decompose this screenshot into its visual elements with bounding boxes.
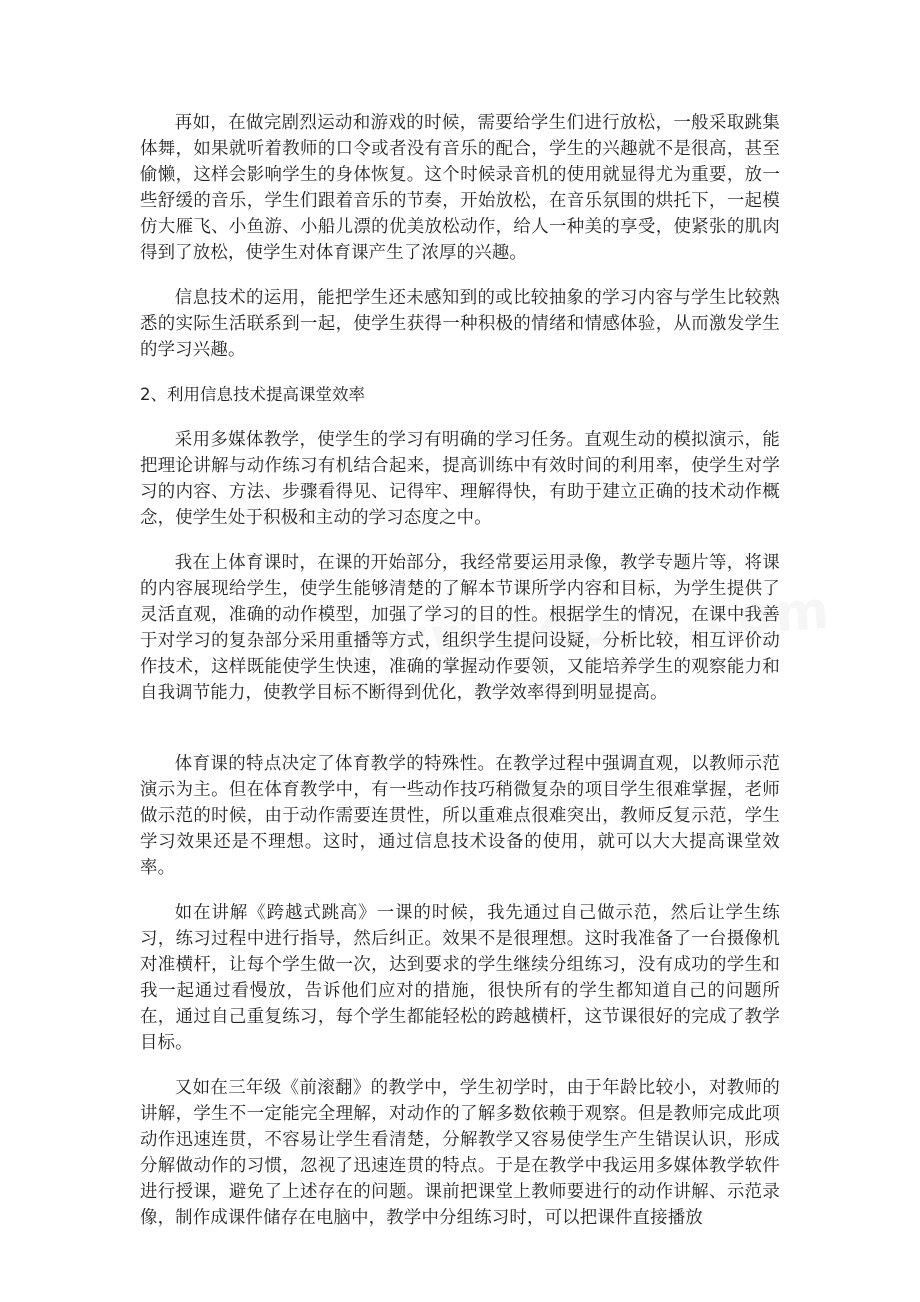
paragraph-high-jump-example: 如在讲解《跨越式跳高》一课的时候，我先通过自己做示范，然后让学生练习，练习过程中进行指导，然后纠正。效果不是很理想。这时我准备了一台摄像机对准横杆，让每个学生做一次，达到要求的学生继续分组练习，没有成功的学生和我一起通过看慢放，告诉他们应对的措施，很快所有的学生都知道自己的问题所在，通过自己重复练习，每个学生都能轻松的跨越横杆，这节课很好的完成了教学目标。 bbox=[140, 903, 780, 1053]
paragraph-pe-characteristics: 体育课的特点决定了体育教学的特殊性。在教学过程中强调直观，以教师示范演示为主。但在体育教学中，有一些动作技巧稍微复杂的项目学生很难掌握，老师做示范的时候，由于动作需要连贯性，所以重难点很难突出，教师反复示范，学生学习效果还是不理想。这时，通过信息技术设备的使用，就可以大大提高课堂效率。 bbox=[140, 754, 780, 878]
section-heading: 2、利用信息技术提高课堂效率 bbox=[140, 385, 365, 404]
blank-line bbox=[140, 725, 780, 751]
paragraph-multimedia-teaching: 采用多媒体教学，使学生的学习有明确的学习任务。直观生动的模拟演示，能把理论讲解与动作练习有机结合起来，提高训练中有效时间的利用率，使学生对学习的内容、方法、步骤看得见、记得牢、理解得快，有助于建立正确的技术动作概念，使学生处于积极和主动的学习态度之中。 bbox=[140, 430, 780, 528]
paragraph-forward-roll-example: 又如在三年级《前滚翻》的教学中，学生初学时，由于年龄比较小，对教师的讲解，学生不一定能完全理解，对动作的了解多数依赖于观察。但是教师完成此项动作迅速连贯，不容易让学生看清楚，分解教学又容易使学生产生错误认识，形成分解做动作的习惯，忽视了迅速连贯的特点。于是在教学中我运用多媒体教学软件进行授课，避免了上述存在的问题。课前把课堂上教师要进行的动作讲解、示范录像，制作成课件储存在电脑中，教学中分组练习时，可以把课件直接播放 bbox=[140, 1078, 780, 1228]
paragraph-video-usage: 我在上体育课时，在课的开始部分，我经常要运用录像，教学专题片等，将课的内容展现给学生，使学生能够清楚的了解本节课所学内容和目标，为学生提供了灵活直观，准确的动作模型，加强了学习的目的性。根据学生的情况，在课中我善于对学习的复杂部分采用重播等方式，组织学生提问设疑，分析比较，相互评价动作技术，这样既能使学生快速，准确的掌握动作要领，又能培养学生的观察能力和自我调节能力，使教学目标不断得到优化，教学效率得到明显提高。 bbox=[140, 553, 780, 703]
document-body bbox=[140, 110, 780, 1250]
paragraph-it-interest: 信息技术的运用，能把学生还未感知到的或比较抽象的学习内容与学生比较熟悉的实际生活联系到一起，使学生获得一种积极的情绪和情感体验，从而激发学生的学习兴趣。 bbox=[140, 288, 780, 360]
paragraph-relaxation-music: 再如，在做完剧烈运动和游戏的时候，需要给学生们进行放松，一般采取跳集体舞，如果就听着教师的口令或者没有音乐的配合，学生的兴趣就不是很高，甚至偷懒，这样会影响学生的身体恢复。这个时候录音机的使用就显得尤为重要，放一些舒缓的音乐，学生们跟着音乐的节奏，开始放松，在音乐氛围的烘托下，一起模仿大雁飞、小鱼游、小船儿漂的优美放松动作，给人一种美的享受，使紧张的肌肉得到了放松，使学生对体育课产生了浓厚的兴趣。 bbox=[140, 113, 780, 263]
